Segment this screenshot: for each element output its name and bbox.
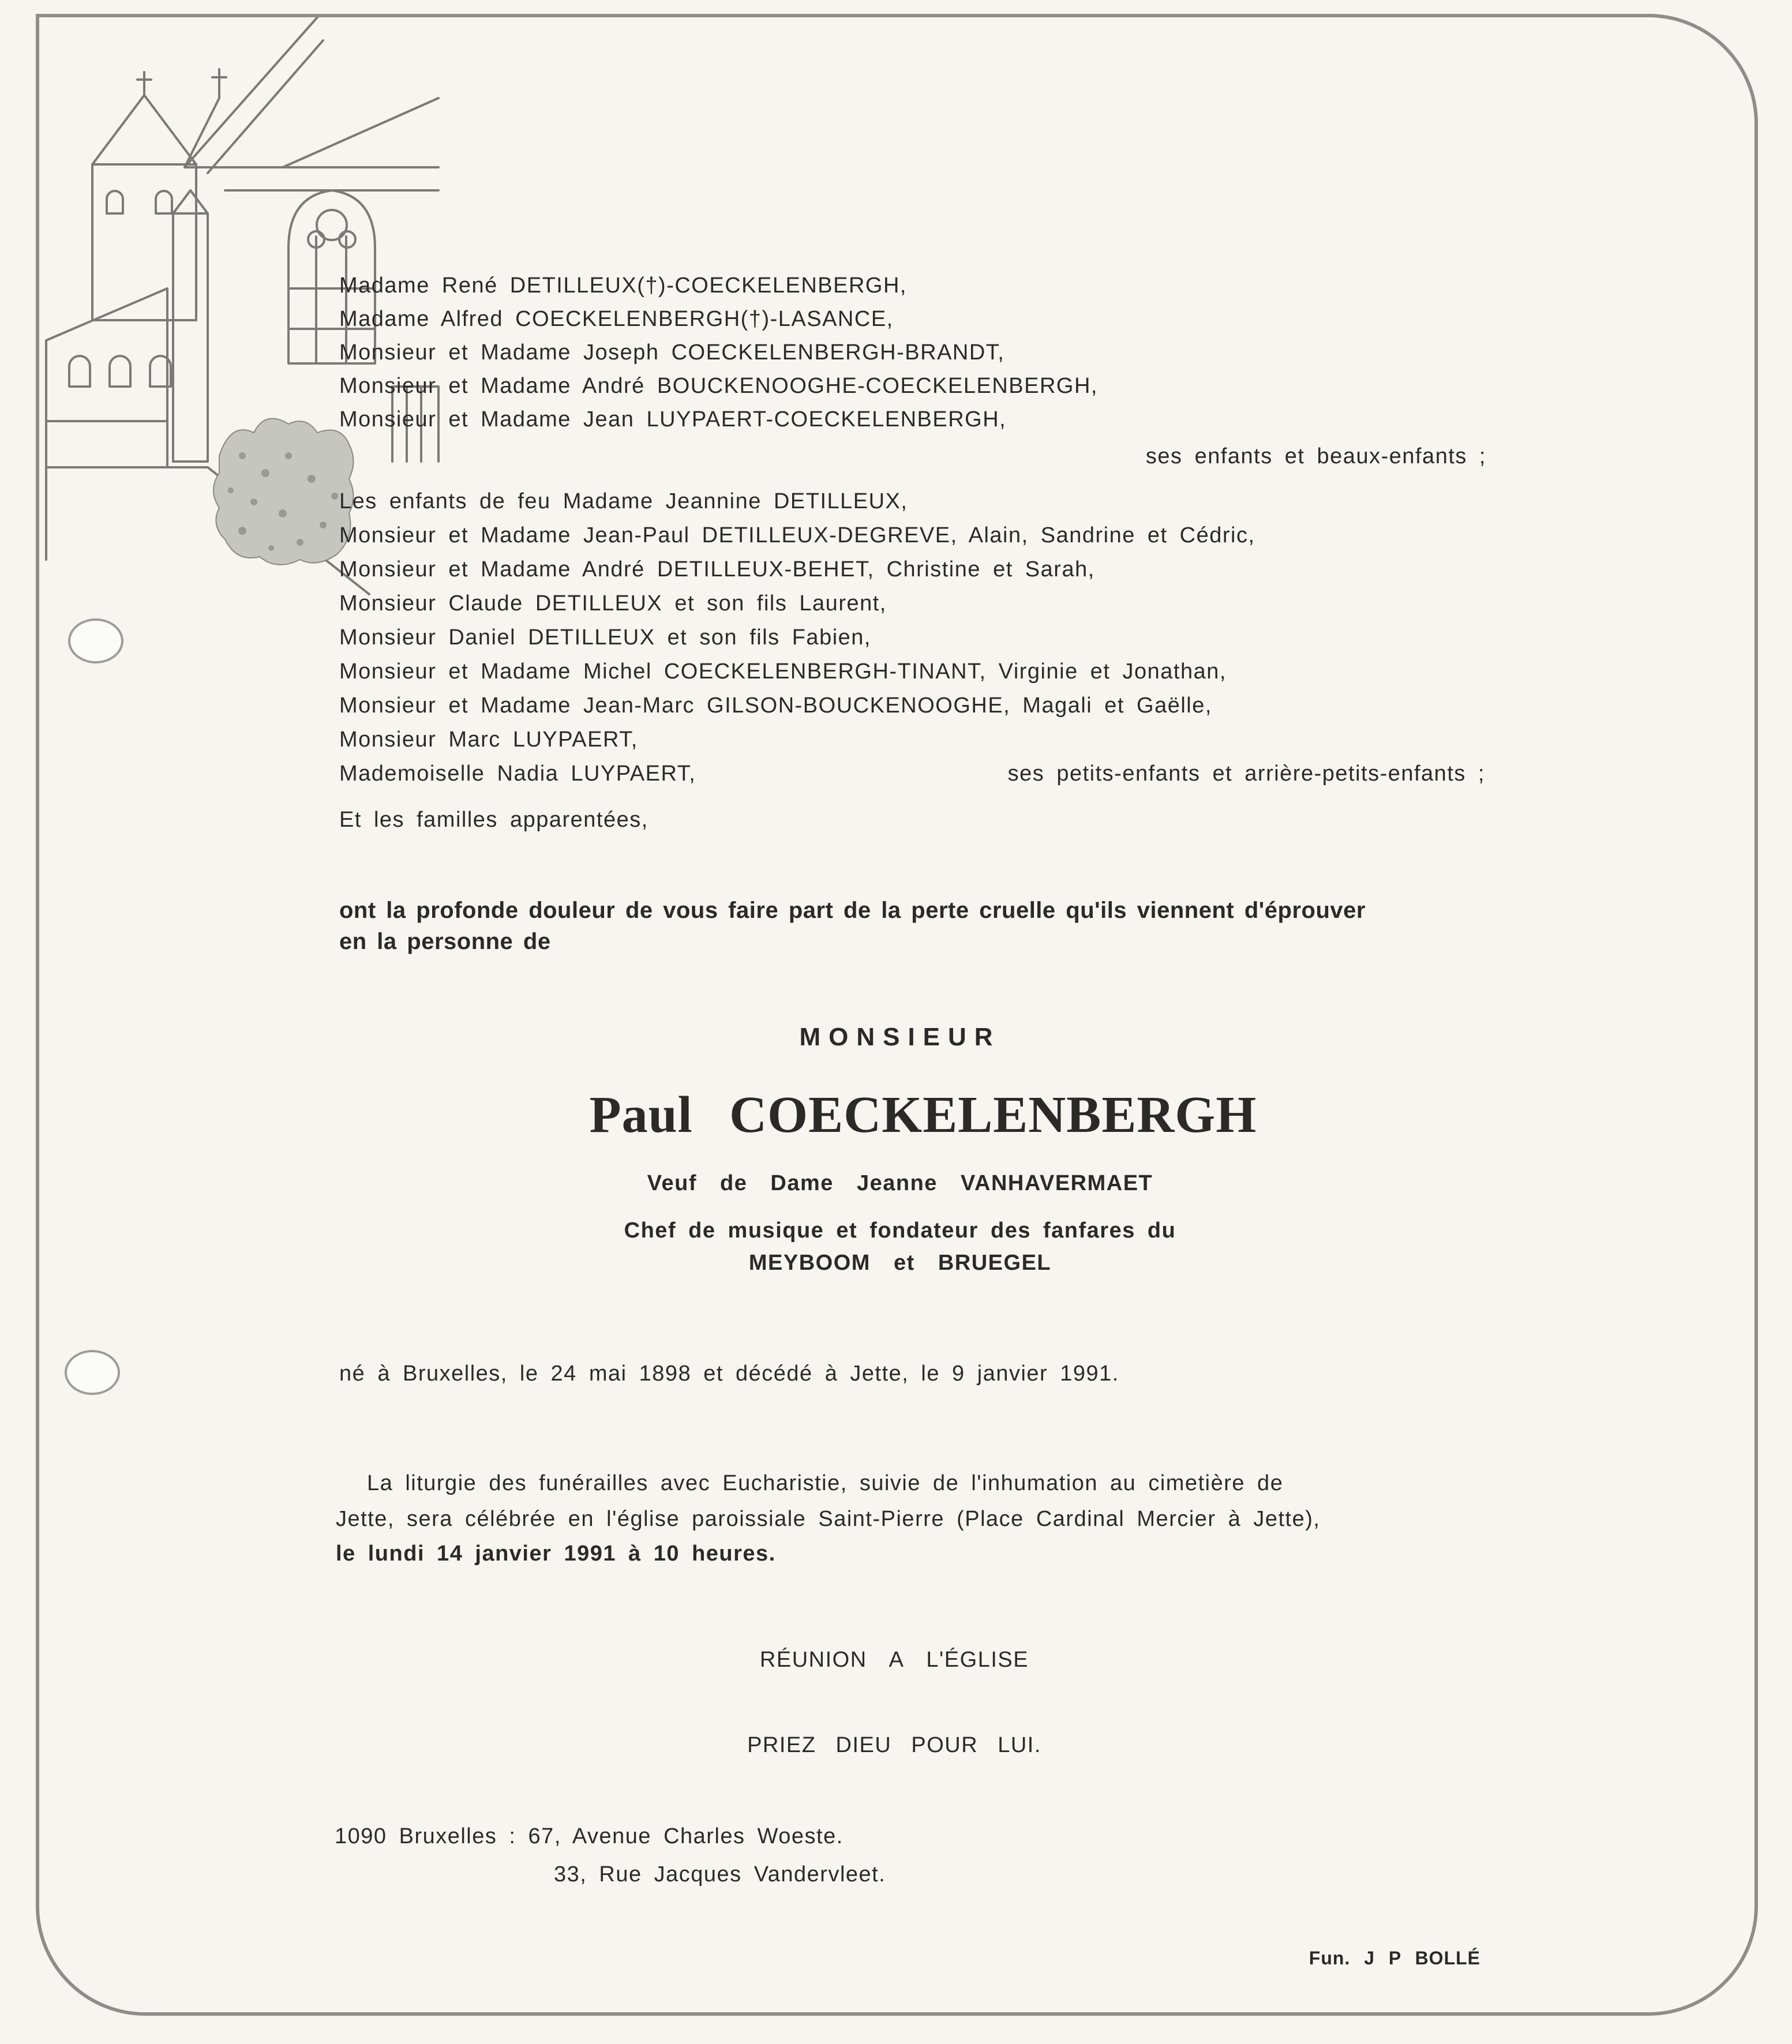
related-families: Et les familles apparentées, bbox=[339, 808, 648, 832]
prayer: PRIEZ DIEU POUR LUI. bbox=[747, 1733, 1041, 1757]
family-line: Monsieur et Madame Joseph COECKELENBERGH-BRANDT, bbox=[339, 340, 1005, 365]
deceased-title: MONSIEUR bbox=[799, 1023, 1001, 1051]
announcement-line: ont la profonde douleur de vous faire part de la perte cruelle qu'ils viennent d'éprouver bbox=[339, 898, 1366, 923]
deceased-name: Paul COECKELENBERGH bbox=[589, 1086, 1257, 1143]
funeral-line: La liturgie des funérailles avec Eucharistie, suivie de l'inhumation au cimetière de bbox=[367, 1471, 1284, 1495]
family-line: Monsieur Marc LUYPAERT, bbox=[339, 727, 638, 752]
family-line: Mademoiselle Nadia LUYPAERT, bbox=[339, 762, 696, 786]
funeral-line: Jette, sera célébrée en l'église paroissiale Saint-Pierre (Place Cardinal Mercier à Jette), bbox=[336, 1507, 1321, 1531]
deceased-role: MEYBOOM et BRUEGEL bbox=[748, 1251, 1052, 1275]
birth-death-dates: né à Bruxelles, le 24 mai 1898 et décédé à Jette, le 9 janvier 1991. bbox=[339, 1362, 1119, 1386]
family-line: Monsieur et Madame André BOUCKENOOGHE-COECKELENBERGH, bbox=[339, 374, 1098, 398]
meeting-place: RÉUNION A L'ÉGLISE bbox=[759, 1648, 1029, 1672]
family-line: Monsieur Claude DETILLEUX et son fils Laurent, bbox=[339, 591, 887, 616]
family-line: Madame René DETILLEUX(†)-COECKELENBERGH, bbox=[339, 273, 907, 298]
family-line: Madame Alfred COECKELENBERGH(†)-LASANCE, bbox=[339, 307, 894, 331]
family-line: Monsieur et Madame Jean-Marc GILSON-BOUCKENOOGHE, Magali et Gaëlle, bbox=[339, 693, 1212, 718]
announcement-line: en la personne de bbox=[339, 929, 551, 954]
family-line: Les enfants de feu Madame Jeannine DETILLEUX, bbox=[339, 489, 908, 513]
undertaker: Fun. J P BOLLÉ bbox=[1309, 1948, 1480, 1968]
children-role: ses enfants et beaux-enfants ; bbox=[1145, 444, 1486, 468]
grandchildren-role: ses petits-enfants et arrière-petits-enfants ; bbox=[1007, 762, 1485, 786]
deceased-role: Chef de musique et fondateur des fanfares du bbox=[624, 1218, 1176, 1243]
deceased-widower: Veuf de Dame Jeanne VANHAVERMAET bbox=[647, 1171, 1153, 1195]
punch-hole-bottom bbox=[65, 1350, 120, 1395]
family-line: Monsieur et Madame Michel COECKELENBERGH-TINANT, Virginie et Jonathan, bbox=[339, 659, 1227, 684]
family-line: Monsieur et Madame André DETILLEUX-BEHET, Christine et Sarah, bbox=[339, 557, 1095, 582]
family-line: Monsieur Daniel DETILLEUX et son fils Fabien, bbox=[339, 625, 871, 650]
funeral-date: le lundi 14 janvier 1991 à 10 heures. bbox=[336, 1542, 776, 1566]
family-line: Monsieur et Madame Jean LUYPAERT-COECKELENBERGH, bbox=[339, 407, 1007, 432]
address-line: 33, Rue Jacques Vandervleet. bbox=[554, 1862, 886, 1887]
punch-hole-top bbox=[68, 618, 123, 663]
family-line: Monsieur et Madame Jean-Paul DETILLEUX-DEGREVE, Alain, Sandrine et Cédric, bbox=[339, 523, 1255, 547]
address-line: 1090 Bruxelles : 67, Avenue Charles Woeste. bbox=[335, 1824, 843, 1848]
